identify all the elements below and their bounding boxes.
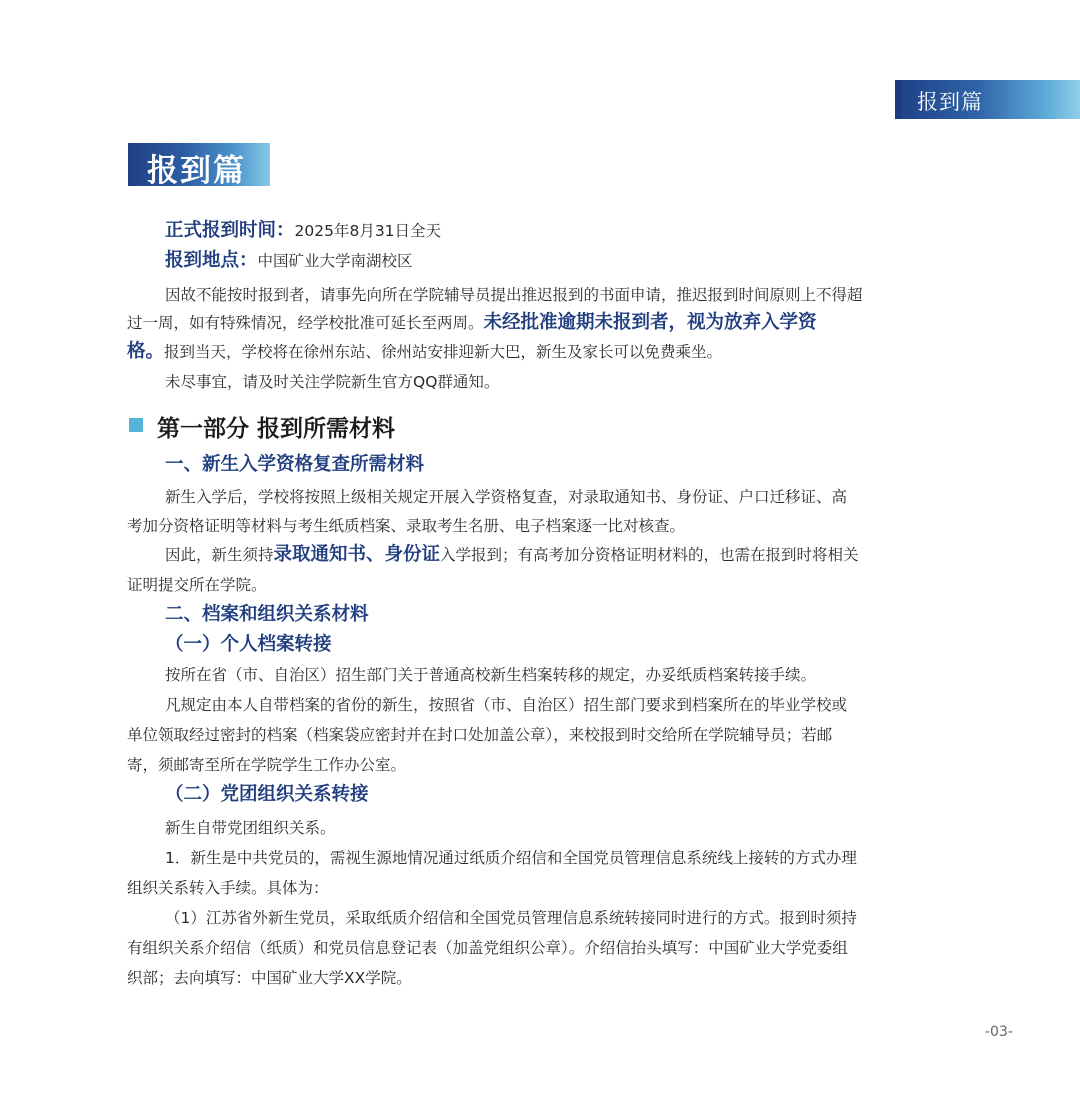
paragraph-line: 有组织关系介绍信（纸质）和党员信息登记表（加盖党组织公章）。介绍信抬头填写：中国矿业大学党委组 (127, 939, 848, 957)
paragraph-text: 过一周，如有特殊情况，经学校批准可延长至两周。 (127, 314, 484, 332)
paragraph-line (127, 339, 722, 365)
paragraph-text: 因此，新生须持 (165, 546, 274, 564)
paragraph-line: 未尽事宜，请及时关注学院新生官方QQ群通知。 (165, 373, 500, 391)
page-title: 报到篇 (147, 153, 246, 189)
paragraph-line: 考加分资格证明等材料与考生纸质档案、录取考生名册、电子档案逐一比对核查。 (127, 517, 686, 535)
part-heading-text: 第一部分 报到所需材料 (157, 416, 396, 442)
paragraph-line: 因故不能按时报到者，请事先向所在学院辅导员提出推迟报到的书面申请，推迟报到时间原则上不得超 (165, 286, 863, 304)
paragraph-line: 新生自带党团组织关系。 (165, 819, 336, 837)
report-place-label: 报到地点： (165, 250, 258, 271)
page-title-box (128, 143, 270, 189)
report-place-value: 中国矿业大学南湖校区 (257, 252, 413, 270)
subsection-heading: （一）个人档案转接 (165, 634, 332, 655)
report-time-value: 2025年8月31日全天 (294, 222, 442, 240)
highlight-text: 录取通知书、身份证 (273, 544, 441, 565)
section-heading: 二、档案和组织关系材料 (165, 604, 369, 625)
square-bullet-icon (129, 418, 143, 432)
paragraph-line: 证明提交所在学院。 (127, 576, 267, 594)
report-time-label: 正式报到时间： (165, 220, 295, 241)
section-corner-tab (895, 80, 1080, 119)
paragraph-line: （1）江苏省外新生党员，采取纸质介绍信和全国党员管理信息系统转接同时进行的方式。报到时须持 (165, 909, 857, 927)
paragraph-line: 组织关系转入手续。具体为： (127, 879, 329, 897)
paragraph-line: 1．新生是中共党员的，需视生源地情况通过纸质介绍信和全国党员管理信息系统线上接转的方式办理 (165, 849, 857, 867)
paragraph-line: 按所在省（市、自治区）招生部门关于普通高校新生档案转移的规定，办妥纸质档案转接手续。 (165, 666, 817, 684)
paragraph-line: 寄，须邮寄至所在学院学生工作办公室。 (127, 756, 407, 774)
report-time-line (165, 218, 441, 244)
section-heading: 一、新生入学资格复查所需材料 (165, 454, 425, 475)
paragraph-line (127, 310, 817, 336)
page-number: -03- (985, 1024, 1013, 1040)
paragraph-text: 入学报到；有高考加分资格证明材料的，也需在报到时将相关 (440, 546, 859, 564)
paragraph-line: 单位领取经过密封的档案（档案袋应密封并在封口处加盖公章），来校报到时交给所在学院辅导员；若邮 (127, 726, 833, 744)
paragraph-line: 新生入学后，学校将按照上级相关规定开展入学资格复查，对录取通知书、身份证、户口迁移证、高 (165, 488, 848, 506)
report-place-line (165, 248, 413, 274)
corner-tab-label: 报到篇 (917, 90, 983, 114)
paragraph-line: 凡规定由本人自带档案的省份的新生，按照省（市、自治区）招生部门要求到档案所在的毕业学校或 (165, 696, 848, 714)
paragraph-text: 报到当天，学校将在徐州东站、徐州站安排迎新大巴，新生及家长可以免费乘坐。 (164, 343, 723, 361)
corner-tab-bar (895, 80, 901, 119)
paragraph-line (165, 542, 859, 568)
highlight-text: 格。 (127, 341, 165, 362)
subsection-heading: （二）党团组织关系转接 (165, 784, 369, 805)
paragraph-line: 织部；去向填写：中国矿业大学XX学院。 (127, 969, 412, 987)
highlight-text: 未经批准逾期未报到者，视为放弃入学资 (483, 312, 817, 333)
